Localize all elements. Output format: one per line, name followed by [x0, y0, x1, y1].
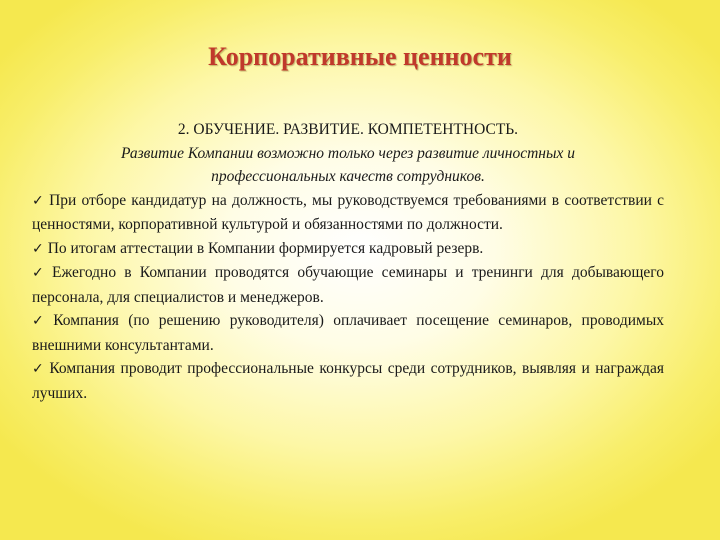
section-subheading: Развитие Компании возможно только через развитие личностных и профессиональных качеств сотрудников.	[121, 144, 575, 185]
checkmark-icon: ✓	[32, 361, 46, 377]
list-item	[32, 357, 664, 405]
checkmark-icon: ✓	[32, 240, 44, 257]
list-item	[32, 261, 664, 309]
checkmark-icon: ✓	[32, 192, 46, 209]
slide-content	[32, 118, 664, 405]
list-item-text: При отборе кандидатур на должность, мы руководствуемся требованиями в соответствии с ценностями, корпоративной культурой и обязанностями по должности.	[32, 191, 664, 233]
list-item-text: Ежегодно в Компании проводятся обучающие семинары и тренинги для добывающего персонала, для специалистов и менеджеров.	[32, 264, 665, 306]
section-heading: 2. ОБУЧЕНИЕ. РАЗВИТИЕ. КОМПЕТЕНТНОСТЬ.	[177, 121, 519, 138]
list-item	[32, 189, 664, 237]
list-item	[32, 309, 664, 357]
list-item-text: По итогам аттестации в Компании формируется кадровый резерв.	[47, 239, 484, 257]
list-item	[32, 237, 664, 262]
checkmark-icon: ✓	[32, 265, 49, 281]
list-item-text: Компания проводит профессиональные конкурсы среди сотрудников, выявляя и награждая лучших.	[32, 360, 664, 402]
list-item-text: Компания (по решению руководителя) оплачивает посещение семинаров, проводимых внешними консультантами.	[32, 312, 664, 354]
slide-title: Корпоративные ценности	[208, 42, 512, 71]
checkmark-icon: ✓	[32, 313, 50, 329]
